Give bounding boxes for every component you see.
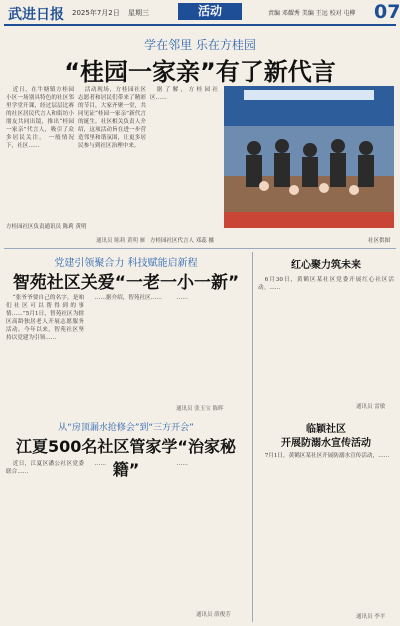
column-divider [252, 252, 253, 622]
issue-weekday: 星期三 [128, 9, 149, 17]
story3-headline: 江夏500名社区管家学“治家秘籍” [16, 437, 236, 479]
story5-kicker: 临颖社区 [306, 424, 346, 435]
story1-col2: 活动现场，方桂园社区志愿者和居民们带来了精彩的节目，大家齐聚一堂，共同见证“桂园一家亲”新代言的诞生。社区相关负责人介绍，这项活动旨在进一步营造邻里和谐氛围，让更多居民参与到社区治理中来。 [78, 87, 146, 149]
story1-photo-caption: 方桂园社区代言人 邓蕊 摄 [150, 238, 214, 244]
story4-byline: 通讯员 雷敏 [356, 404, 386, 410]
story1-photo [224, 86, 394, 228]
story1-kicker: 学在邻里 乐在方桂园 [144, 38, 256, 52]
masthead-rule [4, 24, 396, 26]
story2-col1: “张爷爷要自己的名字，是咱们社区可以帮得到的事情……”5月1日，智苑社区为辖区高龄独居老人开展志愿服务活动。今年以来，智苑社区坚持以党建为引领…… [6, 295, 84, 341]
story4-text: 6月30日，黄鹤区某社区党委开展红心社区活动。…… [258, 277, 394, 291]
page-number: 07 [374, 1, 400, 23]
story1-photo-credit: 社区供图 [368, 238, 391, 244]
story2-kicker: 党建引领聚合力 科技赋能启新程 [54, 258, 198, 269]
paper-name: 武进日报 [8, 7, 64, 23]
editor-credits: 责编 邓耀秀 美编 王远 校对 屯柳 [268, 10, 356, 17]
story1-headline: “桂园一家亲”有了新代言 [64, 58, 336, 86]
story5-headline: 开展防溺水宣传活动 [281, 438, 371, 449]
story3-byline: 通讯员 薛俊芳 [196, 612, 231, 618]
story4-headline: 红心聚力筑未来 [291, 260, 361, 271]
story5-text: 7月1日，黄鹤区某社区开展防溺水宣传活动，…… [264, 453, 390, 459]
story1-left-caption: 方桂园社区负责通讯员 陈莉 黄明 [6, 224, 87, 230]
story2-col3: …… [176, 295, 188, 301]
masthead [0, 0, 400, 24]
story2-headline: 智苑社区关爱“一老一小一新” [12, 273, 240, 293]
story5-byline: 通讯员 李平 [356, 614, 386, 620]
story2-col2: ……据介绍，智苑社区…… [94, 295, 162, 301]
story1-byline: 通讯员 陈莉 黄明 雁 [96, 238, 146, 244]
issue-date: 2025年7月2日 [72, 9, 120, 17]
section-tag: 活动 [178, 3, 242, 20]
story1-col3: 据了解，方桂园社区…… [150, 87, 218, 101]
divider-1 [4, 248, 396, 249]
story3-col3: …… [176, 461, 188, 467]
story1-col1: 近日，在牛塘镇方桂园小区一场别具特色的社区邻里学堂开课，经过层层比赛的社区居民代言人和街坊小朋友共同出镜，推出“桂园一家亲”代言人，吸引了众多居民关注。 一般情况下，社区…… [6, 87, 74, 149]
story3-col2: …… [94, 461, 106, 467]
story2-byline: 通讯员 张玉宝 陈晖 [176, 406, 224, 412]
story3-kicker: 从“房顶漏水抢修会”到“三方开会” [58, 423, 194, 433]
story3-col1: 近日，江夏区潘公社区党委联合…… [6, 461, 84, 475]
